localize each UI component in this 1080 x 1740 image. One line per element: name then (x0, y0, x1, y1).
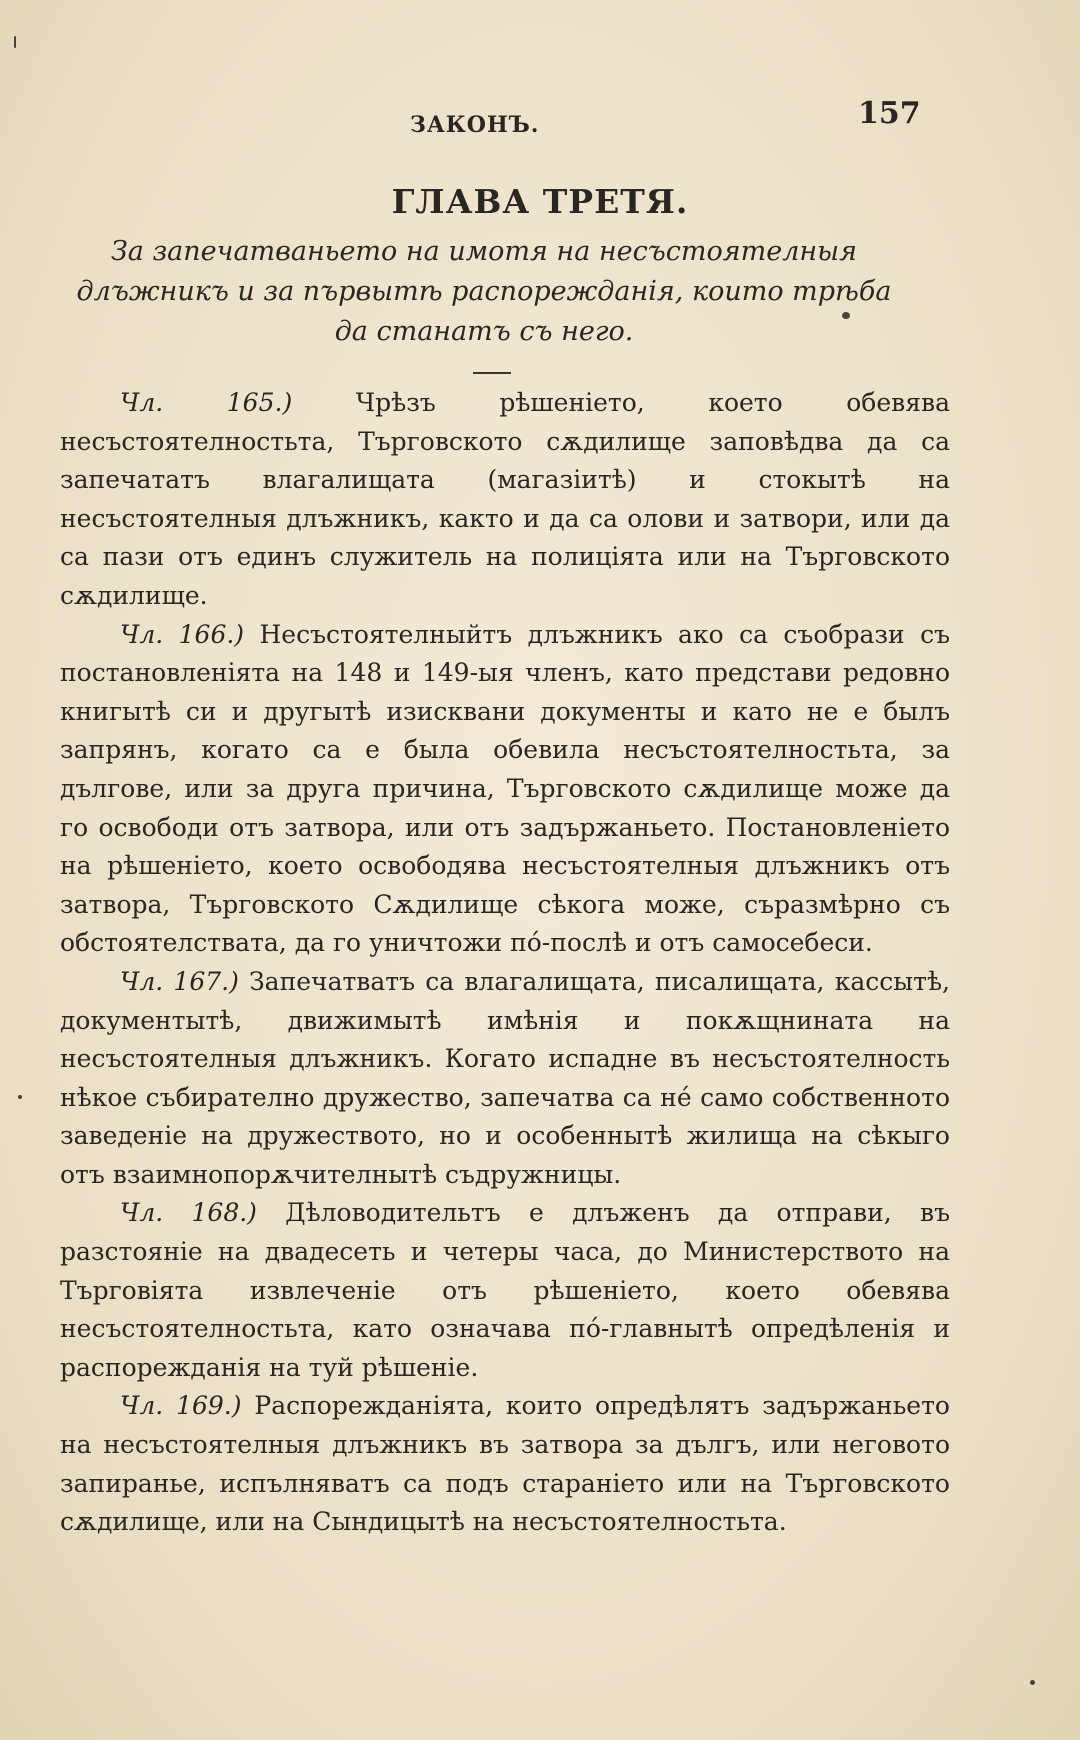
article-text: Дѣловодительтъ е длъженъ да отправи, въ разстояніе на двадесеть и четеры часа, до Министерството на Търговіята извлеченіе отъ рѣшеніето, което обевява несъстоятелностьта, като означава по́-главнытѣ опредѣленія и распорежданія на туй рѣшеніе. (60, 1198, 950, 1382)
article-label: Чл. 166.) (120, 619, 245, 649)
body-text (60, 384, 950, 1542)
article-169 (60, 1387, 950, 1541)
page-number: 157 (858, 96, 921, 131)
article-label: Чл. 169.) (120, 1391, 242, 1421)
article-168 (60, 1194, 950, 1387)
article-text: Запечатватъ са влагалищата, писалищата, кассытѣ, документытѣ, движимытѣ имѣнія и покѫщнината на несъстоятелныя длъжникъ. Когато испадне въ несъстоятелность нѣкое събирателно дружество, запечатва са не́ само собственното заведеніе на дружеството, но и особеннытѣ жилища на сѣкыго отъ взаимнопорѫчителнытѣ съдружницы. (60, 966, 951, 1189)
article-label: Чл. 165.) (120, 388, 293, 417)
chapter-subtitle: За запечатваньето на имотя на несъстоятелныя длъжникъ и за първытѣ распорежданія, които трѣба да станатъ съ него. (76, 236, 892, 347)
paper-speck (14, 36, 16, 48)
article-label: Чл. 168.) (120, 1198, 257, 1228)
paper-speck (842, 312, 850, 319)
paper-speck (1030, 1680, 1035, 1685)
section-divider (473, 372, 511, 374)
article-text: Несъстоятелныйтъ длъжникъ ако са съобрази съ постановленіята на 148 и 149-ыя членъ, като представи редовно книгытѣ си и другытѣ изисквани документы и като не е былъ запрянъ, когато са е была обевила несъстоятелностьта, за дългове, или за друга причина, Търговското сѫдилище може да го освободи отъ затвора, или отъ задържаньето. Постановленіето на рѣшеніето, което освободява несъстоятелныя длъжникъ отъ затвора, Търговското Сѫдилище сѣкога може, съразмѣрно съ обстоятелствата, да го уничтожи по́-послѣ и отъ самосебеси. (60, 619, 950, 958)
article-text: Распорежданіята, които опредѣлятъ задържаньето на несъстоятелныя длъжникъ въ затвора за дългъ, или неговото запиранье, испълняватъ са подъ стараніето или на Търговското сѫдилище, или на Сындицытѣ на несъстоятелностьта. (60, 1391, 950, 1537)
article-text: Чрѣзъ рѣшеніето, което обевява несъстоятелностьта, Търговското сѫдилище заповѣдва да са запечататъ влагалищата (магазіитѣ) и стокытѣ на несъстоятелныя длъжникъ, както и да са олови и затвори, или да са пази отъ единъ служитель на полиціята или на Търговското сѫдилище. (60, 388, 950, 610)
paper-speck (18, 1095, 22, 1099)
article-167 (60, 963, 950, 1195)
article-label: Чл. 167.) (120, 966, 239, 996)
running-head: ЗАКОНЪ. (410, 112, 540, 138)
article-165 (60, 384, 950, 616)
article-166 (60, 616, 950, 963)
chapter-title: ГЛАВА ТРЕТЯ. (391, 182, 689, 221)
